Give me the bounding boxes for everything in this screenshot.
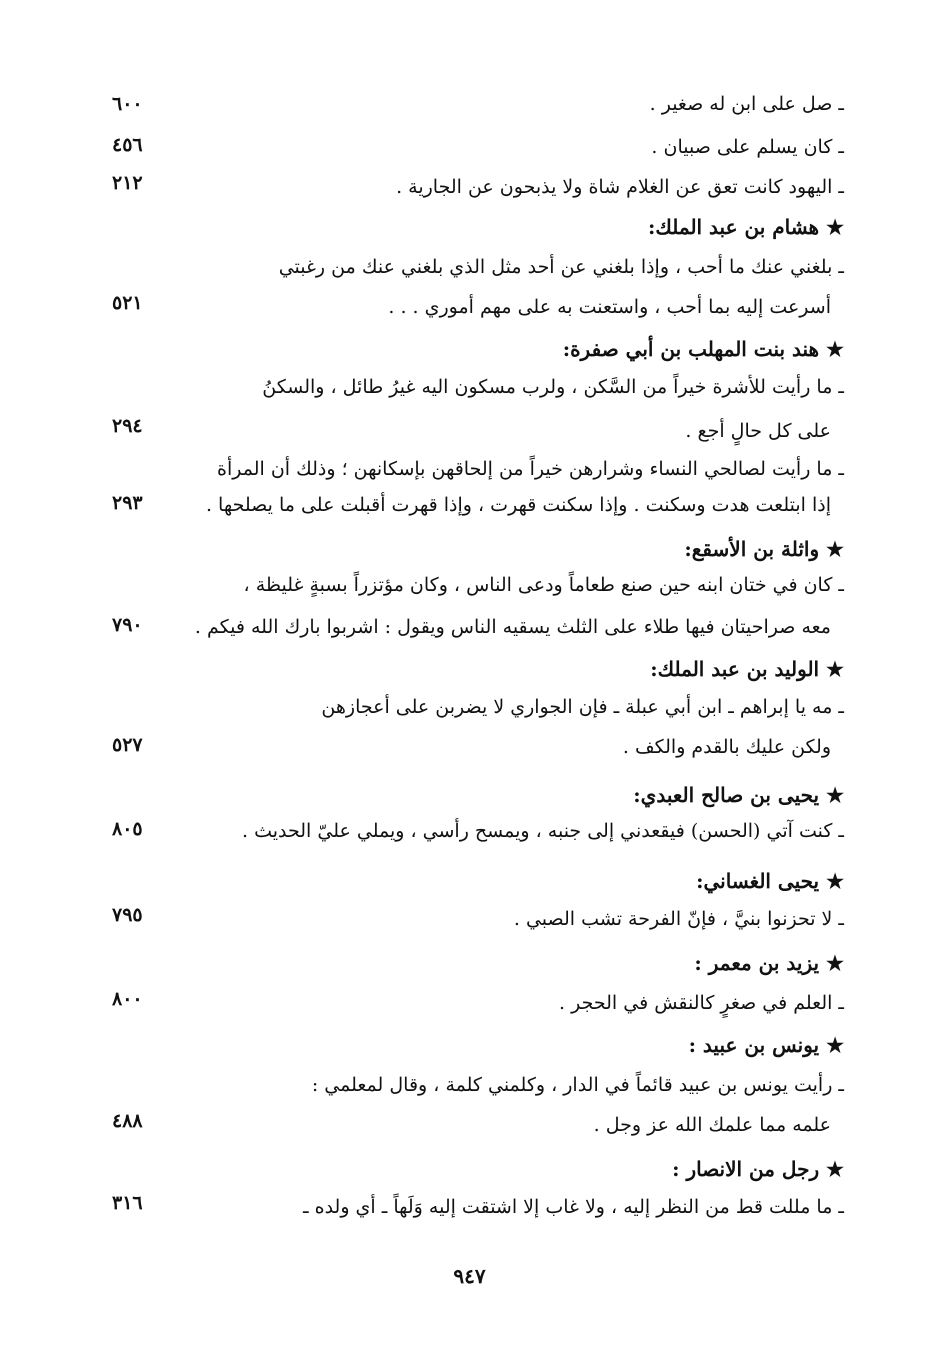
entry-line: ـ بلغني عنك ما أحب ، وإذا بلغني عن أحد مثل الذي بلغني عنك من رغبتي: [278, 256, 844, 278]
page-reference: ٥٢١: [112, 292, 143, 314]
entry-line: علمه مما علمك الله عز وجل .: [593, 1114, 831, 1136]
entry-line: على كل حالٍ أجع .: [685, 420, 831, 442]
section-heading: ★ يحيى الغساني:: [696, 869, 844, 893]
entry-line: ـ العلم في صغرٍ كالنقش في الحجر .: [559, 992, 844, 1014]
entry-line: ـ صل على ابن له صغير .: [649, 93, 844, 115]
section-heading: ★ رجل من الانصار :: [672, 1157, 844, 1181]
page-reference: ٢١٢: [112, 172, 143, 194]
page-reference: ٧٩٥: [112, 904, 143, 926]
section-heading: ★ هشام بن عبد الملك:: [648, 215, 844, 239]
entry-line: ـ كنت آتي (الحسن) فيقعدني إلى جنبه ، ويمسح رأسي ، ويملي عليّ الحديث .: [242, 820, 844, 842]
entry-line: ـ ما رأيت للأشرة خيراً من السَّكن ، ولرب مسكون اليه غيرُ طائل ، والسكنُ: [262, 376, 844, 398]
section-heading: ★ يونس بن عبيد :: [688, 1033, 844, 1057]
page-reference: ٨٠٠: [112, 988, 143, 1010]
section-heading: ★ يحيى بن صالح العبدي:: [633, 783, 844, 807]
page-reference: ٢٩٣: [112, 492, 143, 514]
section-heading: ★ الوليد بن عبد الملك:: [650, 657, 844, 681]
entry-line: إذا ابتلعت هدت وسكنت . وإذا سكنت قهرت ، وإذا قهرت أقبلت على ما يصلحها .: [205, 494, 831, 516]
entry-line: ـ مه يا إبراهم ـ ابن أبي عبلة ـ فإن الجواري لا يضربن على أعجازهن: [321, 696, 844, 718]
entry-line: ولكن عليك بالقدم والكف .: [622, 736, 831, 758]
entry-line: ـ ما مللت قط من النظر إليه ، ولا غاب إلا اشتقت إليه وَلَهاً ـ أي ولده ـ: [303, 1196, 844, 1218]
entry-line: ـ لا تحزنوا بنيَّ ، فإنّ الفرحة تشب الصبي .: [513, 908, 844, 930]
entry-line: ـ اليهود كانت تعق عن الغلام شاة ولا يذبحون عن الجارية .: [396, 176, 844, 198]
section-heading: ★ واثلة بن الأسقع:: [684, 537, 844, 561]
page-reference: ٨٠٥: [112, 818, 143, 840]
entry-line: ـ رأيت يونس بن عبيد قائماً في الدار ، وكلمني كلمة ، وقال لمعلمي :: [311, 1074, 844, 1096]
section-heading: ★ يزيد بن معمر :: [694, 951, 844, 975]
entry-line: ـ ما رأيت لصالحي النساء وشرارهن خيراً من إلحاقهن بإسكانهن ؛ وذلك أن المرأة: [217, 458, 844, 480]
page-number: ٩٤٧: [453, 1264, 486, 1288]
entry-line: ـ كان في ختان ابنه حين صنع طعاماً ودعى الناس ، وكان مؤتزراً بسبةٍ غليظة ،: [243, 574, 844, 596]
entry-line: معه صراحيتان فيها طلاء على الثلث يسقيه الناس ويقول : اشربوا بارك الله فيكم .: [194, 616, 831, 638]
entry-line: أسرعت إليه بما أحب ، واستعنت به على مهم أموري . . .: [388, 296, 831, 318]
entry-line: ـ كان يسلم على صبيان .: [651, 136, 844, 158]
page-reference: ٤٥٦: [112, 134, 143, 156]
page-reference: ٢٩٤: [112, 415, 143, 437]
page-reference: ٣١٦: [112, 1192, 143, 1214]
page-reference: ٥٢٧: [112, 734, 143, 756]
page-reference: ٤٨٨: [112, 1110, 143, 1132]
section-heading: ★ هند بنت المهلب بن أبي صفرة:: [562, 337, 844, 361]
page-reference: ٧٩٠: [112, 614, 143, 636]
page-reference: ٦٠٠: [112, 93, 143, 115]
